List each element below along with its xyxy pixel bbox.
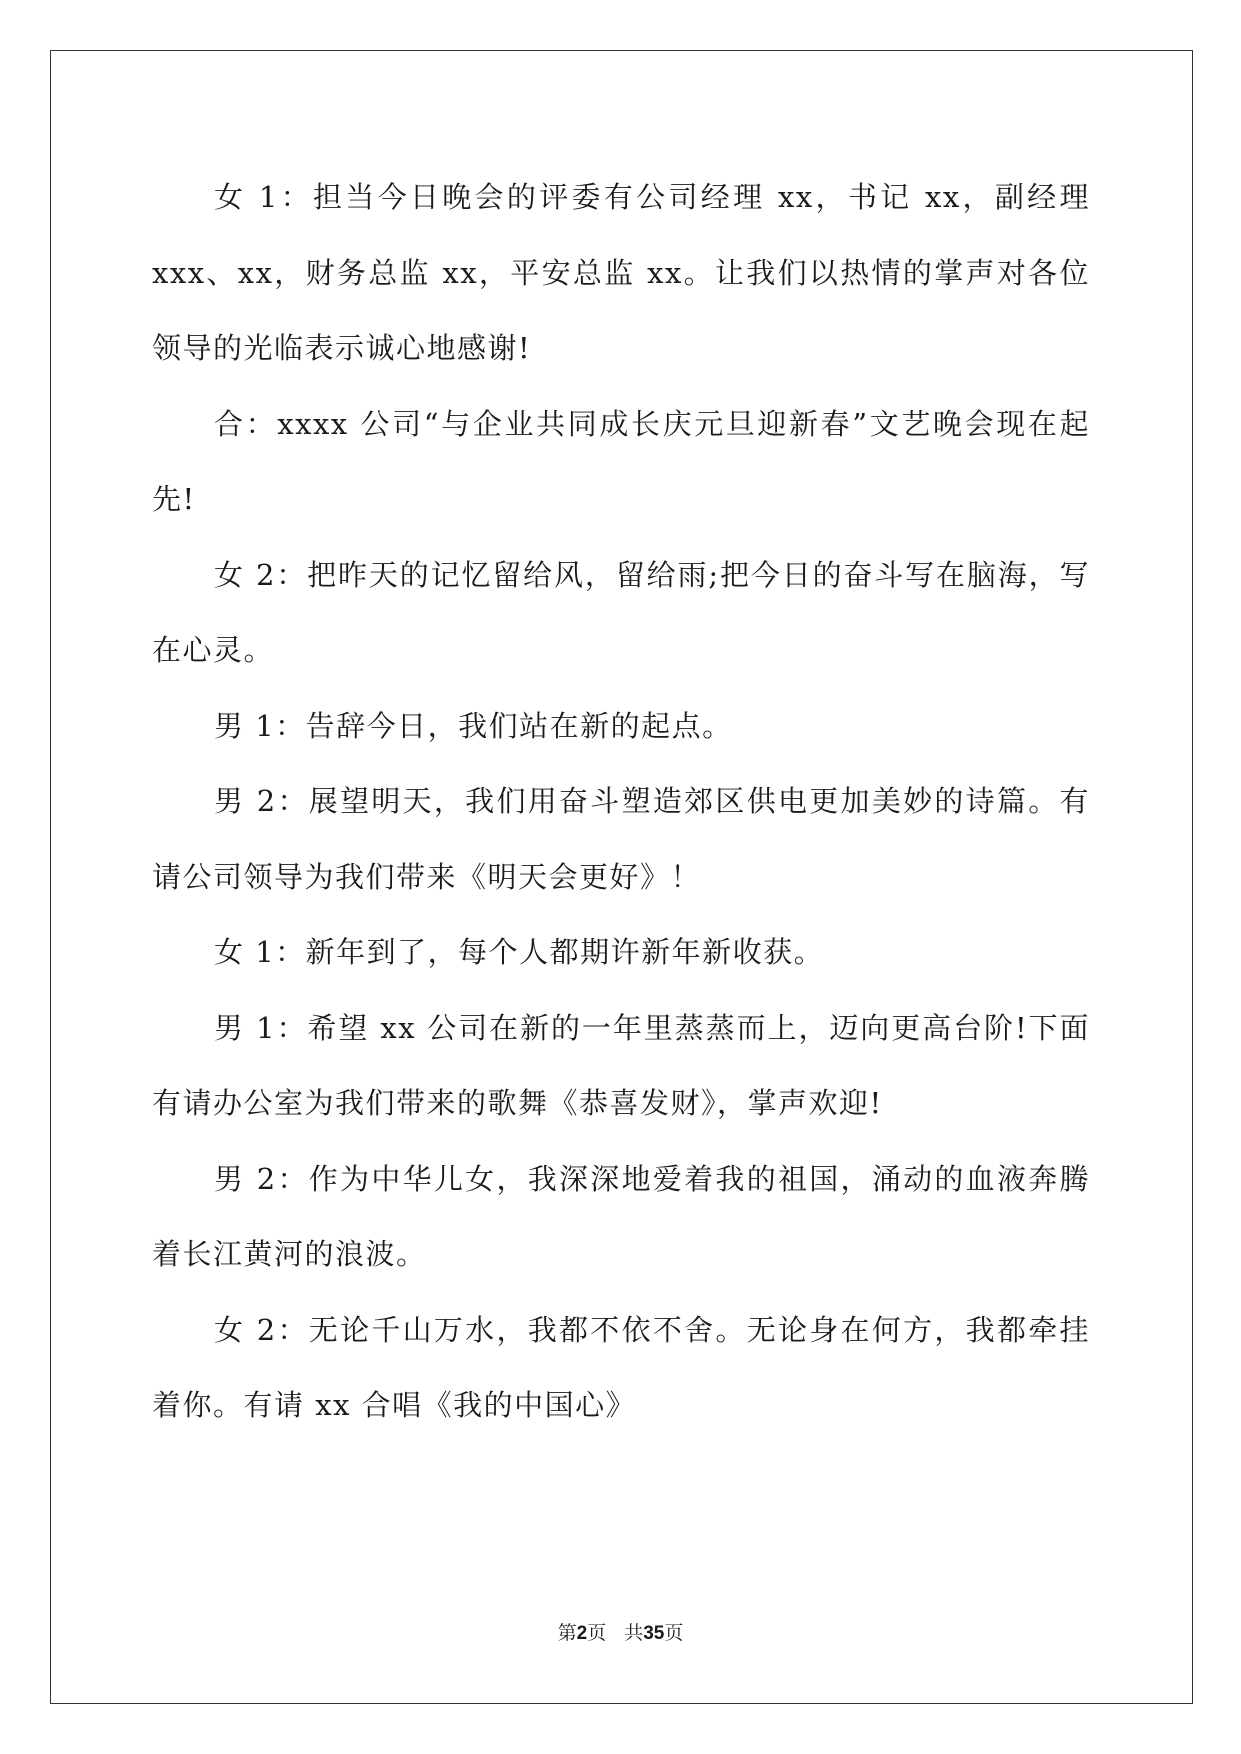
paragraph: 男 2：作为中华儿女，我深深地爱着我的祖国，涌动的血液奔腾着长江黄河的浪波。 xyxy=(152,1161,1090,1271)
footer-total-suffix: 页 xyxy=(664,1622,684,1644)
page-footer xyxy=(0,1618,1241,1645)
paragraph: 男 1：告辞今日，我们站在新的起点。 xyxy=(214,708,733,743)
footer-page-word: 页 xyxy=(587,1622,607,1644)
document-body xyxy=(152,160,1090,1444)
total-pages-number: 35 xyxy=(643,1623,665,1644)
paragraph: 女 1：新年到了，每个人都期许新年新收获。 xyxy=(214,935,825,969)
footer-prefix: 第 xyxy=(557,1622,577,1644)
current-page-number: 2 xyxy=(576,1623,588,1644)
paragraph: 男 2：展望明天，我们用奋斗塑造郊区供电更加美妙的诗篇。有请公司领导为我们带来《明天会更好》！ xyxy=(152,784,1090,894)
paragraph: 男 1：希望 xx 公司在新的一年里蒸蒸而上，迈向更高台阶!下面有请办公室为我们带来的歌舞《恭喜发财》，掌声欢迎! xyxy=(152,1010,1090,1120)
paragraph: 合：xxxx 公司“与企业共同成长庆元旦迎新春”文艺晚会现在起先! xyxy=(152,406,1090,516)
paragraph: 女 2：无论千山万水，我都不依不舍。无论身在何方，我都牵挂着你。有请 xx 合唱《我的中国心》 xyxy=(152,1312,1090,1422)
paragraph: 女 2：把昨天的记忆留给风，留给雨;把今日的奋斗写在脑海，写在心灵。 xyxy=(152,557,1090,667)
paragraph: 女 1：担当今日晚会的评委有公司经理 xx，书记 xx，副经理 xxx、xx，财务总监 xx，平安总监 xx。让我们以热情的掌声对各位领导的光临表示诚心地感谢! xyxy=(152,180,1090,365)
footer-total-prefix: 共 xyxy=(624,1622,644,1644)
